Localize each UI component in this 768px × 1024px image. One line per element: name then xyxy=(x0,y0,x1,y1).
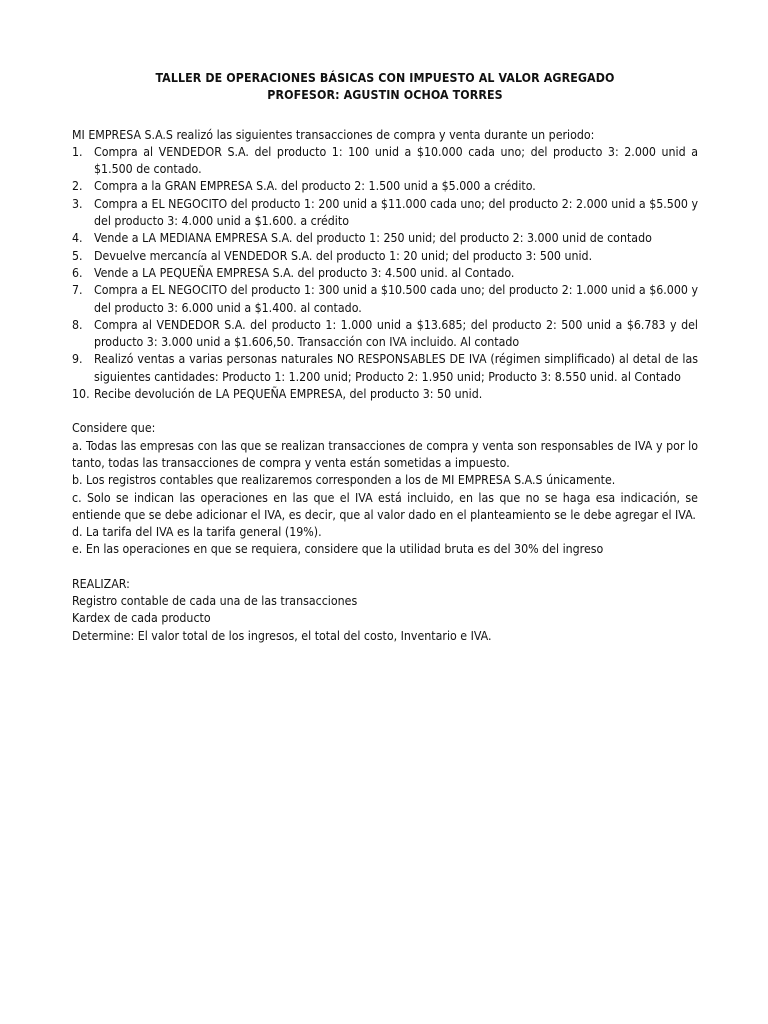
item-number: 9. xyxy=(72,352,83,367)
consideration-a: a. Todas las empresas con las que se realizan transacciones de compra y venta son responsables de IVA y por lo tanto, todas las transacciones de compra y venta están sometidas a impuesto. xyxy=(72,438,698,470)
list-item xyxy=(72,230,698,247)
consideration-b: b. Los registros contables que realizaremos corresponden a los de MI EMPRESA S.A.S únicamente. xyxy=(72,473,616,488)
item-text: Recibe devolución de LA PEQUEÑA EMPRESA, del producto 3: 50 unid. xyxy=(94,387,483,402)
consideration-d: d. La tarifa del IVA es la tarifa general (19%). xyxy=(72,525,322,540)
considerations-heading: Considere que: xyxy=(72,421,156,436)
list-item xyxy=(72,317,698,352)
item-number: 7. xyxy=(72,283,83,298)
list-item xyxy=(72,351,698,386)
item-number: 1. xyxy=(72,144,83,159)
list-item xyxy=(72,265,698,282)
list-item xyxy=(72,144,698,179)
item-number: 10. xyxy=(72,387,90,402)
transactions-list xyxy=(72,144,698,403)
task-item: Determine: El valor total de los ingresos, el total del costo, Inventario e IVA. xyxy=(72,628,492,643)
item-number: 2. xyxy=(72,179,83,194)
task-item: Registro contable de cada una de las transacciones xyxy=(72,594,358,609)
item-text: Compra al VENDEDOR S.A. del producto 1: 100 unid a $10.000 cada uno; del producto 3: 2.000 unid a $1.500 de contado. xyxy=(94,144,698,177)
item-text: Vende a LA MEDIANA EMPRESA S.A. del producto 1: 250 unid; del producto 2: 3.000 unid de contado xyxy=(94,231,652,246)
list-item xyxy=(72,248,698,265)
list-item xyxy=(72,178,698,195)
item-number: 6. xyxy=(72,265,83,280)
item-text: Compra a EL NEGOCITO del producto 1: 300 unid a $10.500 cada uno; del producto 2: 1.000 unid a $6.000 y del producto 3: 6.000 unid a $1.400. al contado. xyxy=(94,283,698,315)
item-text: Devuelve mercancía al VENDEDOR S.A. del producto 1: 20 unid; del producto 3: 500 unid. xyxy=(94,248,593,263)
item-text: Vende a LA PEQUEÑA EMPRESA S.A. del producto 3: 4.500 unid. al Contado. xyxy=(94,265,515,280)
item-number: 5. xyxy=(72,248,83,263)
consideration-c: c. Solo se indican las operaciones en las que el IVA está incluido, en las que no se haga esa indicación, se entiende que se debe adicionar el IVA, es decir, que al valor dado en el planteamiento se le debe agregar el IVA. xyxy=(72,490,698,522)
item-number: 4. xyxy=(72,231,83,246)
item-number: 8. xyxy=(72,317,83,332)
document-body xyxy=(72,70,698,645)
document-title: TALLER DE OPERACIONES BÁSICAS CON IMPUESTO AL VALOR AGREGADO xyxy=(155,71,615,85)
list-item xyxy=(72,386,698,403)
intro-paragraph: MI EMPRESA S.A.S realizó las siguientes transacciones de compra y venta durante un periodo: xyxy=(72,127,595,142)
realizar-heading: REALIZAR: xyxy=(72,576,130,591)
item-number: 3. xyxy=(72,196,83,211)
list-item xyxy=(72,196,698,231)
item-text: Compra a EL NEGOCITO del producto 1: 200 unid a $11.000 cada uno; del producto 2: 2.000 unid a $5.500 y del producto 3: 4.000 unid a $1.600. a crédito xyxy=(94,196,698,229)
item-text: Compra a la GRAN EMPRESA S.A. del producto 2: 1.500 unid a $5.000 a crédito. xyxy=(94,179,536,194)
item-text: Compra al VENDEDOR S.A. del producto 1: 1.000 unid a $13.685; del producto 2: 500 unid a $6.783 y del producto 3: 3.000 unid a $1.606,50. Transacción con IVA incluido. Al contado xyxy=(94,317,698,350)
consideration-e: e. En las operaciones en que se requiera, considere que la utilidad bruta es del 30% del ingreso xyxy=(72,542,604,557)
list-item xyxy=(72,282,698,317)
professor-line: PROFESOR: AGUSTIN OCHOA TORRES xyxy=(267,88,503,103)
item-text: Realizó ventas a varias personas naturales NO RESPONSABLES DE IVA (régimen simplificado) al detal de las siguientes cantidades: Producto 1: 1.200 unid; Producto 2: 1.950 unid; Producto 3: 8.550 unid. al Contado xyxy=(94,352,698,384)
task-item: Kardex de cada producto xyxy=(72,611,211,626)
